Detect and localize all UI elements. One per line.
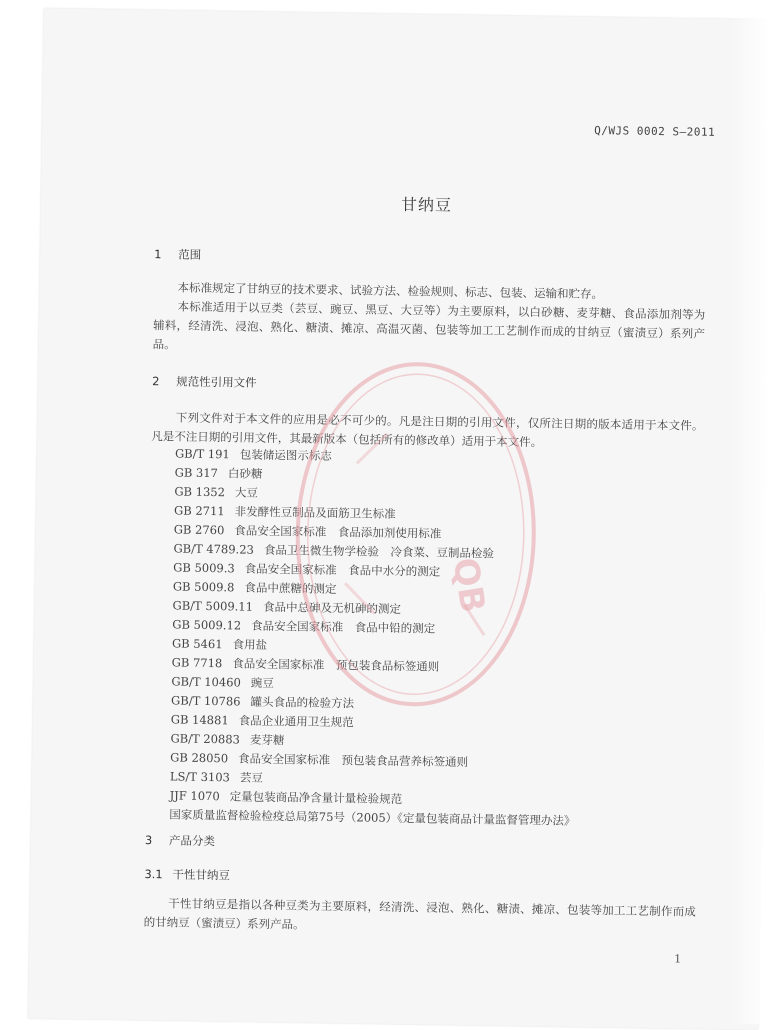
- reference-item: 国家质量监督检验检疫总局第75号（2005）《定量包装商品计量监督管理办法》: [169, 807, 576, 828]
- svg-text:QB: QB: [444, 554, 493, 616]
- references-intro-paragraph: 下列文件对于本文件的应用是必不可少的。凡是注日期的引用文件，仅所注日期的版本适用于本文件。凡是不注日期的引用文件，其最新版本（包括所有的修改单）适用于本文件。: [151, 410, 704, 450]
- reference-item: GB 317 白砂糖: [174, 465, 263, 481]
- reference-item: GB 14881 食品企业通用卫生规范: [170, 712, 354, 730]
- section-title: 产品分类: [168, 833, 216, 849]
- section-3-heading: [145, 832, 215, 849]
- page-edge-shadow: [730, 0, 770, 1024]
- section-2-heading: [152, 373, 257, 391]
- reference-item: GB 5009.3 食品安全国家标准 食品中水分的测定: [173, 560, 441, 579]
- document-number: Q/WJS 0002 S—2011: [594, 123, 716, 139]
- reference-item: LS/T 3103 芸豆: [169, 769, 264, 785]
- page-number: 1: [674, 952, 682, 966]
- reference-item: GB 5009.12 食品安全国家标准 食品中铅的测定: [172, 617, 436, 636]
- section-number: 3: [144, 833, 153, 848]
- reference-item: GB 5461 食用盐: [171, 636, 268, 652]
- reference-item: GB 28050 食品安全国家标准 预包装食品营养标签通则: [170, 750, 469, 770]
- section-number: 3.1: [144, 867, 163, 882]
- reference-item: GB/T 4789.23 食品卫生微生物学检验 冷食菜、豆制品检验: [173, 541, 494, 561]
- section-1-heading: [154, 246, 201, 263]
- section-number: 2: [152, 374, 160, 389]
- section-title: 干性甘纳豆: [172, 867, 230, 883]
- subsection-3-1-heading: [144, 866, 230, 883]
- scope-paragraph-2: 本标准适用于以豆类（芸豆、豌豆、黑豆、大豆等）为主要原料，以白砂糖、麦芽糖、食品添加剂等为辅料，经清洗、浸泡、熟化、糖渍、摊凉、高温灭菌、包装等加工工艺制作而成的甘纳豆（蜜渍豆）系列产品。: [152, 299, 706, 352]
- dry-natto-paragraph: 干性甘纳豆是指以各种豆类为主要原料，经清洗、浸泡、熟化、糖渍、摊凉、包装等加工工艺制作而成的甘纳豆（蜜渍豆）系列产品。: [143, 896, 696, 932]
- reference-item: GB/T 10460 豌豆: [171, 674, 274, 691]
- document-page: [28, 8, 770, 1029]
- reference-item: GB/T 10786 罐头食品的检验方法: [171, 693, 355, 711]
- section-number: 1: [154, 247, 162, 262]
- document-title: 甘纳豆: [400, 194, 453, 215]
- reference-item: GB/T 5009.11 食品中总砷及无机砷的测定: [172, 598, 402, 617]
- reference-list: [169, 444, 581, 830]
- reference-item: GB 7718 食品安全国家标准 预包装食品标签通则: [171, 655, 440, 674]
- reference-item: JJF 1070 定量包装商品净含量计量检验规范: [169, 788, 403, 807]
- reference-item: GB 2711 非发酵性豆制品及面筋卫生标准: [173, 503, 396, 521]
- reference-item: GB 2760 食品安全国家标准 食品添加剂使用标准: [173, 522, 442, 541]
- reference-item: GB 1352 大豆: [174, 484, 259, 500]
- reference-item: GB 5009.8 食品中蔗糖的测定: [172, 579, 337, 596]
- section-title: 规范性引用文件: [176, 374, 257, 390]
- reference-item: GB/T 20883 麦芽糖: [170, 731, 285, 748]
- scope-paragraph-1: 本标准规定了甘纳豆的技术要求、试验方法、检验规则、标志、包装、运输和贮存。: [177, 280, 604, 302]
- reference-item: GB/T 191 包装储运图示标志: [174, 446, 332, 463]
- section-title: 范围: [178, 247, 202, 262]
